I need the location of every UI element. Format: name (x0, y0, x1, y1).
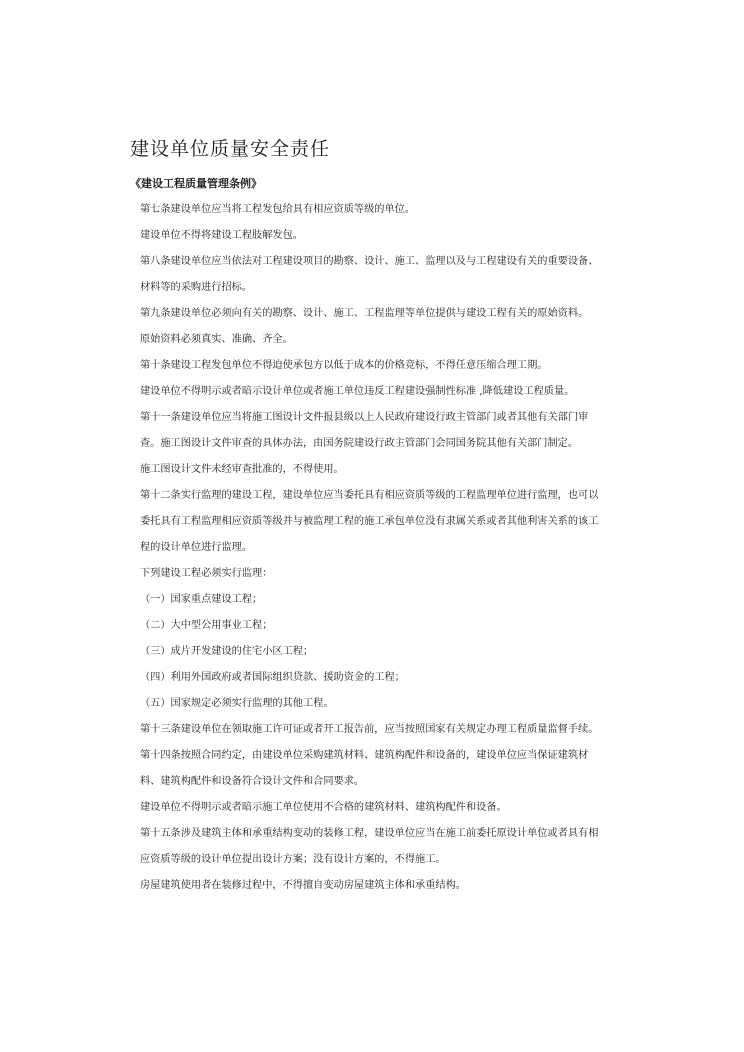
paragraph: 第十五条涉及建筑主体和承重结构变动的装修工程，建设单位应当在施工前委托原设计单位或者具有相应资质等级的设计单位提出设计方案；没有设计方案的，不得施工。 (140, 828, 599, 865)
paragraph: 第八条建设单位应当依法对工程建设项目的勘察、设计、施工、监理以及与工程建设有关的重要设备、材料等的采购进行招标。 (140, 256, 599, 293)
paragraph: 建设单位不得明示或者暗示设计单位或者施工单位违反工程建设强制性标准 ,降低建设工程质量。 (140, 386, 575, 397)
paragraph: 第十条建设工程发包单位不得迫使承包方以低于成本的价格竞标，不得任意压缩合理工期。 (140, 360, 548, 371)
regulation-name: 《建设工程质量管理条例》 (130, 177, 262, 190)
list-item: （四）利用外国政府或者国际组织贷款、援助资金的工程； (140, 672, 405, 683)
paragraph: 第七条建设单位应当将工程发包给具有相应资质等级的单位。 (140, 204, 416, 215)
document-title: 建设单位质量安全责任 (130, 138, 331, 160)
paragraph: 原始资料必须真实、准确、齐全。 (140, 334, 293, 345)
document-body (140, 197, 606, 899)
paragraph: 第十三条建设单位在领取施工许可证或者开工报告前，应当按照国家有关规定办理工程质量监督手续。 (140, 724, 599, 735)
paragraph: 建设单位不得明示或者暗示施工单位使用不合格的建筑材料、建筑构配件和设备。 (140, 802, 507, 813)
paragraph: 第九条建设单位必须向有关的勘察、设计、施工、工程监理等单位提供与建设工程有关的原始资料。 (140, 308, 589, 319)
paragraph: 下列建设工程必须实行监理： (140, 568, 273, 579)
list-item: （二）大中型公用事业工程； (140, 620, 273, 631)
list-item: （一）国家重点建设工程； (140, 594, 263, 605)
paragraph: 第十二条实行监理的建设工程，建设单位应当委托具有相应资质等级的工程监理单位进行监理，也可以委托具有工程监理相应资质等级并与被监理工程的施工承包单位没有隶属关系或者其他利害关系的该工程的设计单位进行监理。 (140, 490, 599, 553)
list-item: （三）成片开发建设的住宅小区工程； (140, 646, 314, 657)
list-item: （五）国家规定必须实行监理的其他工程。 (140, 698, 334, 709)
paragraph: 建设单位不得将建设工程肢解发包。 (140, 230, 303, 241)
paragraph: 第十四条按照合同约定，由建设单位采购建筑材料、建筑构配件和设备的，建设单位应当保证建筑材料、建筑构配件和设备符合设计文件和合同要求。 (140, 750, 589, 787)
paragraph: 第十一条建设单位应当将施工图设计文件报县级以上人民政府建设行政主管部门或者其他有关部门审查。施工图设计文件审查的具体办法，由国务院建设行政主管部门会同国务院其他有关部门制定。 (140, 412, 589, 449)
paragraph: 施工图设计文件未经审查批准的，不得使用。 (140, 464, 344, 475)
paragraph: 房屋建筑使用者在装修过程中，不得擅自变动房屋建筑主体和承重结构。 (140, 880, 466, 891)
